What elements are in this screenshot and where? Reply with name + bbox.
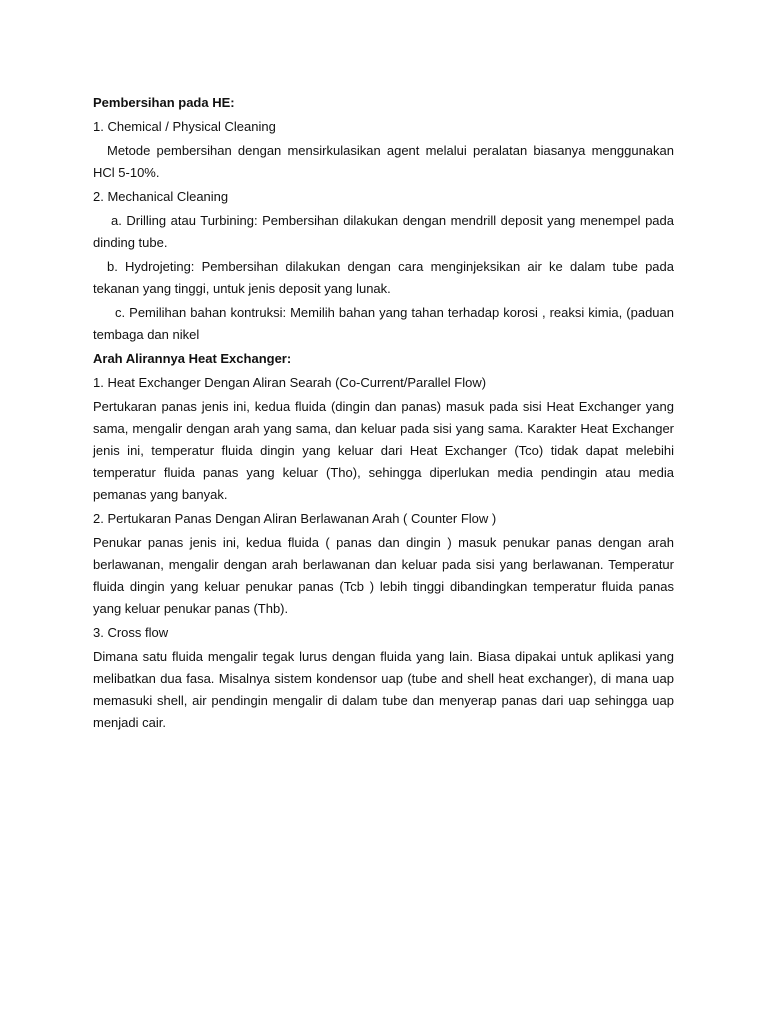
item-mechanical-cleaning-title: 2. Mechanical Cleaning <box>93 189 229 204</box>
item-chemical-cleaning-title: 1. Chemical / Physical Cleaning <box>93 119 276 134</box>
subitem-material-selection: c. Pemilihan bahan kontruksi: Memilih bahan yang tahan terhadap korosi , reaksi kimia, (paduan tembaga dan nikel <box>93 305 674 342</box>
subitem-hydrojeting: b. Hydrojeting: Pembersihan dilakukan dengan cara menginjeksikan air ke dalam tube pada tekanan yang tinggi, untuk jenis deposit yang lunak. <box>93 259 674 296</box>
item-parallel-flow-text: Pertukaran panas jenis ini, kedua fluida (dingin dan panas) masuk pada sisi Heat Exchanger yang sama, mengalir dengan arah yang sama, dan keluar pada sisi yang sama. Karakter Heat Exchanger jenis ini, temperatur fluida dingin yang keluar dari Heat Exchanger (Tco) tidak dapat melebihi temperatur fluida panas yang keluar (Tho), sehingga diperlukan media pendingin atau media pemanas yang banyak. <box>93 399 674 502</box>
item-chemical-cleaning-text: Metode pembersihan dengan mensirkulasikan agent melalui peralatan biasanya menggunakan HCl 5-10%. <box>93 143 674 180</box>
item-counter-flow-title: 2. Pertukaran Panas Dengan Aliran Berlawanan Arah ( Counter Flow ) <box>93 511 497 526</box>
heading-cleaning: Pembersihan pada HE: <box>93 95 235 110</box>
subitem-drilling: a. Drilling atau Turbining: Pembersihan dilakukan dengan mendrill deposit yang menempel pada dinding tube. <box>93 213 674 250</box>
heading-flow-direction: Arah Alirannya Heat Exchanger: <box>93 351 292 366</box>
item-counter-flow-text: Penukar panas jenis ini, kedua fluida ( panas dan dingin ) masuk penukar panas dengan arah berlawanan, mengalir dengan arah berlawanan dan keluar pada sisi yang berlawanan. Temperatur fluida dingin yang keluar penukar panas (Tcb ) lebih tinggi dibandingkan temperatur fluida panas yang keluar penukar panas (Thb). <box>93 535 674 616</box>
item-cross-flow-text: Dimana satu fluida mengalir tegak lurus dengan fluida yang lain. Biasa dipakai untuk aplikasi yang melibatkan dua fasa. Misalnya sistem kondensor uap (tube and shell heat exchanger), di mana uap memasuki shell, air pendingin mengalir di dalam tube dan menyerap panas dari uap sehingga uap menjadi cair. <box>93 649 674 730</box>
item-cross-flow-title: 3. Cross flow <box>93 625 169 640</box>
item-parallel-flow-title: 1. Heat Exchanger Dengan Aliran Searah (Co-Current/Parallel Flow) <box>93 375 487 390</box>
